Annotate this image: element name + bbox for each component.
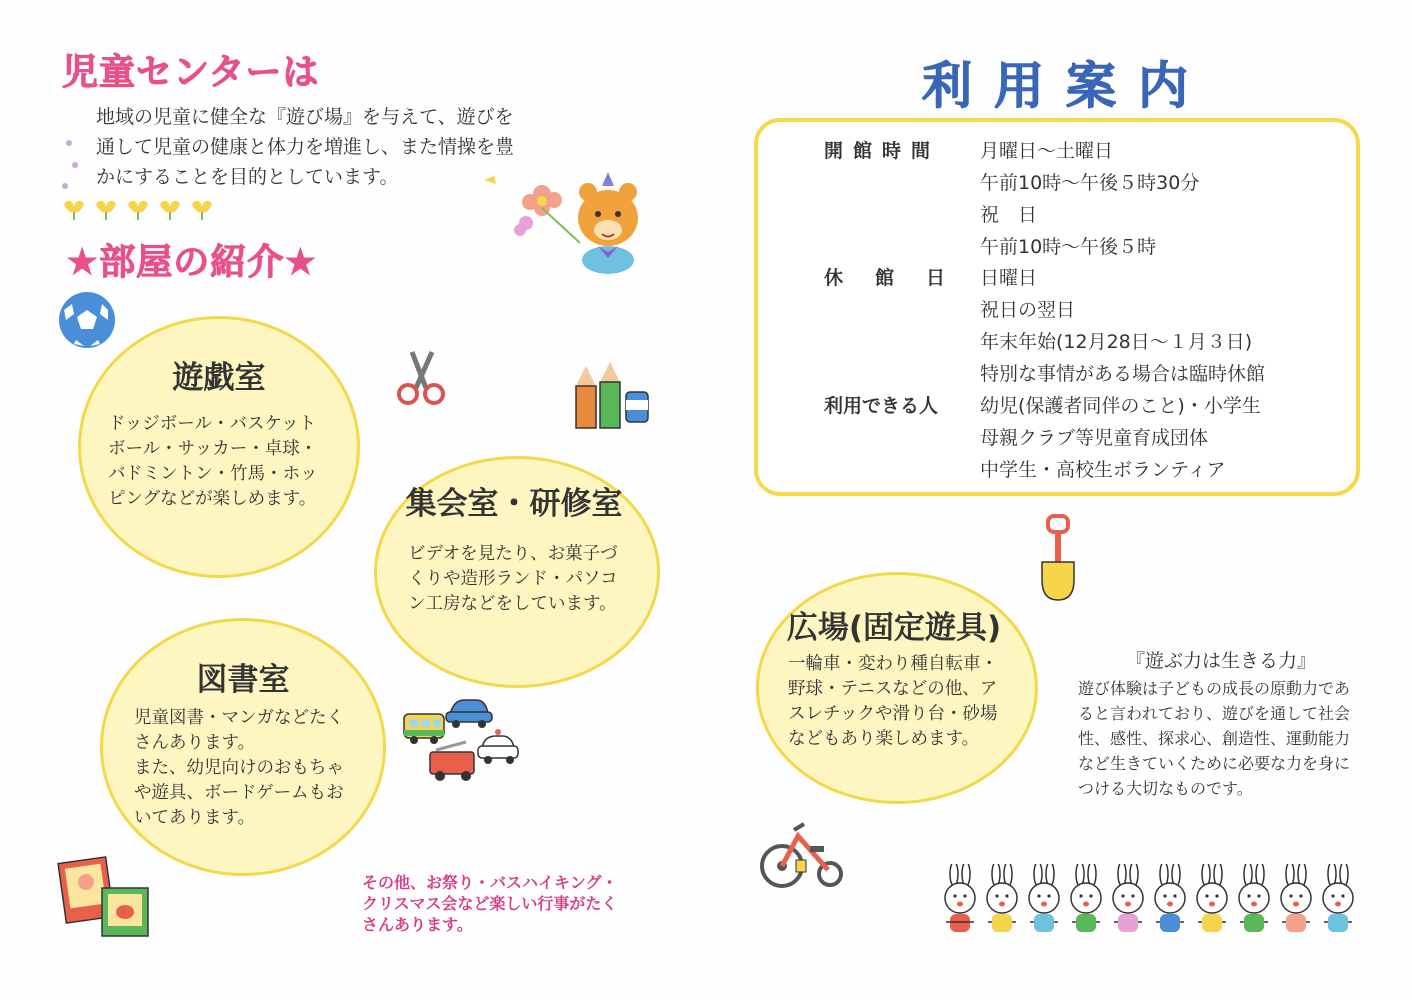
flower-decoration-icon <box>58 196 218 222</box>
rooms-heading: ★部屋の紹介★ <box>66 242 318 283</box>
room-desc-line: ン工房などをしています。 <box>408 594 617 614</box>
intro-line: 通して児童の健康と体力を増進し、また情操を豊 <box>96 136 515 158</box>
room-desc-line: や遊具、ボードゲームもお <box>134 783 344 803</box>
guide-heading: 利用案内 <box>922 57 1210 115</box>
toy-cars-icon <box>400 692 525 784</box>
room-desc-line: くりや造形ランド・パソコ <box>408 569 618 589</box>
info-row: 日曜日 <box>980 267 1038 289</box>
room-description <box>788 652 1028 752</box>
room-desc-line: また、幼児向けのおもちゃ <box>134 758 344 778</box>
intro-heading: 児童センターは <box>62 52 320 93</box>
intro-line: かにすることを目的としています。 <box>96 166 399 188</box>
label-closed-days: 休館日 <box>824 267 978 289</box>
shovel-icon <box>1036 514 1084 604</box>
room-title: 遊戯室 <box>172 360 266 396</box>
scissors-icon <box>392 348 450 408</box>
room-desc-line: 児童図書・マンガなどたく <box>134 708 344 728</box>
tricycle-icon <box>758 816 848 892</box>
room-desc-line: ボール・サッカー・卓球・ <box>108 439 318 459</box>
picture-books-icon <box>56 856 156 938</box>
info-row: 特別な事情がある場合は臨時休館 <box>980 363 1266 385</box>
bear-with-flowers-icon <box>480 168 660 278</box>
quote-text <box>1078 676 1378 801</box>
events-line: さんあります。 <box>362 915 473 934</box>
quote-line: など生きていくために必要な力を身に <box>1078 754 1351 773</box>
info-row: 年末年始(12月28日～１月３日) <box>980 331 1253 353</box>
intro-line: 地域の児童に健全な『遊び場』を与えて、遊びを <box>96 106 514 128</box>
info-row: 祝日の翌日 <box>980 299 1076 321</box>
room-desc-line: さんあります。 <box>134 733 256 753</box>
quote-line: 遊び体験は子どもの成長の原動力であ <box>1078 679 1351 698</box>
events-line: クリスマス会など楽しい行事がたく <box>362 894 618 913</box>
label-opening-hours: 開館時間 <box>824 140 941 162</box>
room-title: 集会室・研修室 <box>405 486 623 522</box>
events-text <box>362 872 682 935</box>
room-desc-line: ピングなどが楽しめます。 <box>108 489 317 509</box>
room-title: 広場(固定遊具) <box>786 610 1002 646</box>
label-eligible-users: 利用できる人 <box>824 395 939 417</box>
room-desc-line: 一輪車・変わり種自転車・ <box>788 654 998 674</box>
quote-line: つける大切なものです。 <box>1078 779 1253 798</box>
info-row: 幼児(保護者同伴のこと)・小学生 <box>980 395 1261 417</box>
pencils-icon <box>572 362 652 432</box>
room-description <box>408 542 648 617</box>
room-desc-line: 野球・テニスなどの他、ア <box>788 679 998 699</box>
room-description <box>108 412 348 512</box>
room-desc-line: バドミントン・竹馬・ホッ <box>108 464 318 484</box>
room-desc-line: ドッジボール・バスケット <box>108 414 317 434</box>
info-row: 午前10時～午後５時 <box>980 236 1157 258</box>
soccer-ball-icon <box>56 290 118 350</box>
quote-line: ると言われており、遊びを通して社会 <box>1078 704 1351 723</box>
room-title: 図書室 <box>196 662 290 698</box>
room-desc-line: などもあり楽しめます。 <box>788 729 980 749</box>
bunnies-row-icon <box>940 864 1360 950</box>
info-row: 中学生・高校生ボランティア <box>980 459 1226 481</box>
room-desc-line: スレチックや滑り台・砂場 <box>788 704 998 724</box>
quote-title: 『遊ぶ力は生きる力』 <box>1125 650 1316 672</box>
room-desc-line: いてあります。 <box>134 808 256 828</box>
room-desc-line: ビデオを見たり、お菓子づ <box>408 544 618 564</box>
info-row: 月曜日～土曜日 <box>980 140 1114 162</box>
info-row: 午前10時～午後５時30分 <box>980 172 1200 194</box>
info-row: 母親クラブ等児童育成団体 <box>980 427 1209 449</box>
quote-line: 性、感性、探求心、創造性、運動能力 <box>1078 729 1351 748</box>
events-line: その他、お祭り・バスハイキング・ <box>362 873 618 892</box>
info-row: 祝 日 <box>980 204 1038 226</box>
room-description <box>134 706 374 831</box>
